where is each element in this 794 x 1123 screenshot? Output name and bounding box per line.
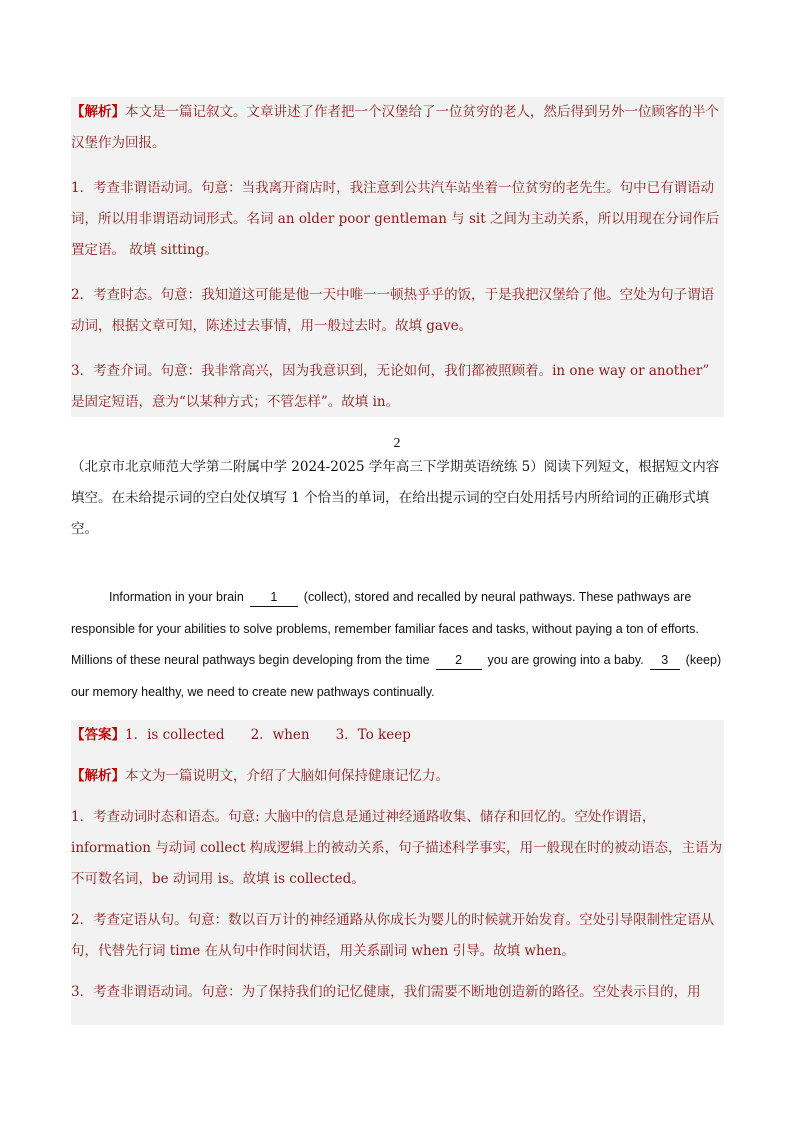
analysis-2-item-2: 2．考查定语从句。句意：数以百万计的神经通路从你成长为婴儿的时候就开始发育。空处引导限制性定语从句，代替先行词 time 在从句中作时间状语，用关系副词 when 引导。故填 when。	[71, 912, 715, 959]
answer-tag: 【答案】	[71, 727, 125, 743]
analysis-2-item-1: 1．考查动词时态和语态。句意: 大脑中的信息是通过神经通路收集、储存和回忆的。空处作谓语，information 与动词 collect 构成逻辑上的被动关系，句子描述科学事实，用一般现在时的被动语态，主语为不可数名词，be 动词用 is。故填 is collected。	[71, 809, 723, 887]
analysis-2-intro: 【解析】本文为一篇说明文，介绍了大脑如何保持健康记忆力。	[71, 768, 449, 784]
passage-text-d: (keep) our memory healthy, we need to create new pathways continually.	[71, 653, 722, 699]
analysis-1-intro: 【解析】本文是一篇记叙文。文章讲述了作者把一个汉堡给了一位贫穷的老人，然后得到另外一位顾客的半个汉堡作为回报。	[71, 104, 719, 151]
reading-passage	[71, 582, 724, 708]
answer-row	[71, 720, 724, 751]
analysis-1-item-3: 3．考查介词。句意：我非常高兴，因为我意识到，无论如何，我们都被照顾着。in one way or another” 是固定短语，意为“以某种方式；不管怎样”。故填 in。	[71, 363, 710, 410]
passage-text-a: Information in your brain	[109, 590, 244, 604]
analysis-block-2	[71, 720, 724, 1025]
question-stem: （北京市北京师范大学第二附属中学 2024-2025 学年高三下学期英语统练 5）阅读下列短文，根据短文内容填空。在未给提示词的空白处仅填写 1 个恰当的单词，在给出提示词的空白处用括号内所给词的正确形式填空。	[71, 459, 720, 537]
analysis-tag: 【解析】	[71, 104, 125, 120]
answer-item-1: 1．is collected	[125, 727, 225, 743]
analysis-block-1	[71, 97, 724, 417]
analysis-1-item-1: 1．考查非谓语动词。句意：当我离开商店时，我注意到公共汽车站坐着一位贫穷的老先生。句中已有谓语动词，所以用非谓语动词形式。名词 an older poor gentleman 与 sit 之间为主动关系，所以用现在分词作后置定语。 故填 sitting。	[71, 180, 720, 258]
blank-3: 3	[650, 651, 680, 670]
analysis-2-item-3: 3．考查非谓语动词。句意：为了保持我们的记忆健康，我们需要不断地创造新的路径。空处表示目的，用	[71, 984, 701, 1000]
blank-2: 2	[436, 651, 482, 670]
analysis-1-item-2: 2．考查时态。句意：我知道这可能是他一天中唯一一顿热乎乎的饭，于是我把汉堡给了他。空处为句子谓语动词，根据文章可知，陈述过去事情，用一般过去时。故填 gave。	[71, 287, 715, 334]
answer-item-2: 2．when	[250, 727, 310, 743]
passage-text-b: (collect), stored and recalled by neural pathways. These pathways are responsible for your abilities to solve problems, remember familiar faces and tasks, without paying a ton of efforts. Millions of these neural pathways begin developing from the time	[71, 590, 699, 667]
blank-1: 1	[250, 588, 298, 607]
passage-text-c: you are growing into a baby.	[487, 653, 644, 667]
question-number: 2	[393, 436, 401, 451]
answer-item-3: 3．To keep	[335, 727, 411, 743]
